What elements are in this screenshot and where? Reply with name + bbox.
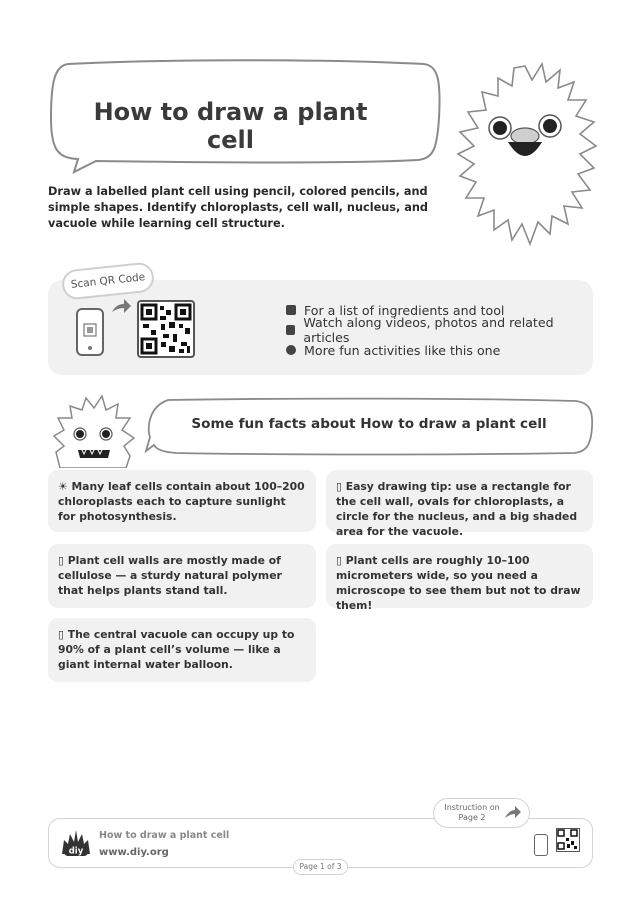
phone-icon [534, 834, 548, 856]
next-page-label: Instruction on Page 2 [444, 803, 500, 822]
footer-qr-code[interactable] [556, 828, 580, 852]
logo-text: diy [68, 846, 84, 857]
fact-card: ▯ Plant cells are roughly 10–100 micrometers wide, so you need a microscope to see them but not to draw them! [326, 544, 593, 608]
footer-url-link[interactable]: www.diy.org [99, 847, 169, 858]
page-indicator: Page 1 of 3 [293, 859, 348, 875]
diy-logo[interactable] [60, 826, 92, 858]
phone-scan-icon [76, 308, 104, 356]
qr-code-image[interactable] [137, 300, 195, 358]
list-item: Watch along videos, photos and related articles [286, 320, 586, 340]
smiley-icon [286, 345, 296, 355]
fact-card: ▯ Plant cell walls are mostly made of cellulose — a sturdy natural polymer that helps plants stand tall. [48, 544, 316, 608]
scan-qr-label: Scan QR Code [61, 261, 156, 300]
title-speech-bubble [48, 58, 441, 174]
play-icon [286, 325, 295, 335]
next-page-button[interactable] [433, 798, 530, 828]
arrow-icon [504, 805, 522, 821]
footer-title: How to draw a plant cell [99, 830, 230, 841]
list-icon [286, 305, 296, 315]
fact-card: ▯ The central vacuole can occupy up to 90% of a plant cell’s volume — like a giant internal water balloon. [48, 618, 316, 682]
fact-card: ▯ Easy drawing tip: use a rectangle for the cell wall, ovals for chloroplasts, a circle for the nucleus, and a big shaded area for the vacuole. [326, 470, 593, 532]
qr-benefits-list [286, 300, 586, 360]
small-mascot-illustration [50, 394, 136, 468]
arrow-icon [110, 298, 132, 316]
list-item: For a list of ingredients and tool [286, 300, 586, 320]
furry-mascot-illustration [450, 58, 600, 253]
intro-paragraph: Draw a labelled plant cell using pencil, colored pencils, and simple shapes. Identify chloroplasts, cell wall, nucleus, and vacuole while learning cell structure. [48, 185, 428, 230]
page-title: How to draw a plant cell [93, 98, 368, 154]
fact-card: ☀ Many leaf cells contain about 100–200 chloroplasts each to capture sunlight for photosynthesis. [48, 470, 316, 532]
facts-heading: Some fun facts about How to draw a plant cell [191, 416, 547, 432]
facts-heading-bubble [144, 397, 594, 457]
list-item: More fun activities like this one [286, 340, 586, 360]
